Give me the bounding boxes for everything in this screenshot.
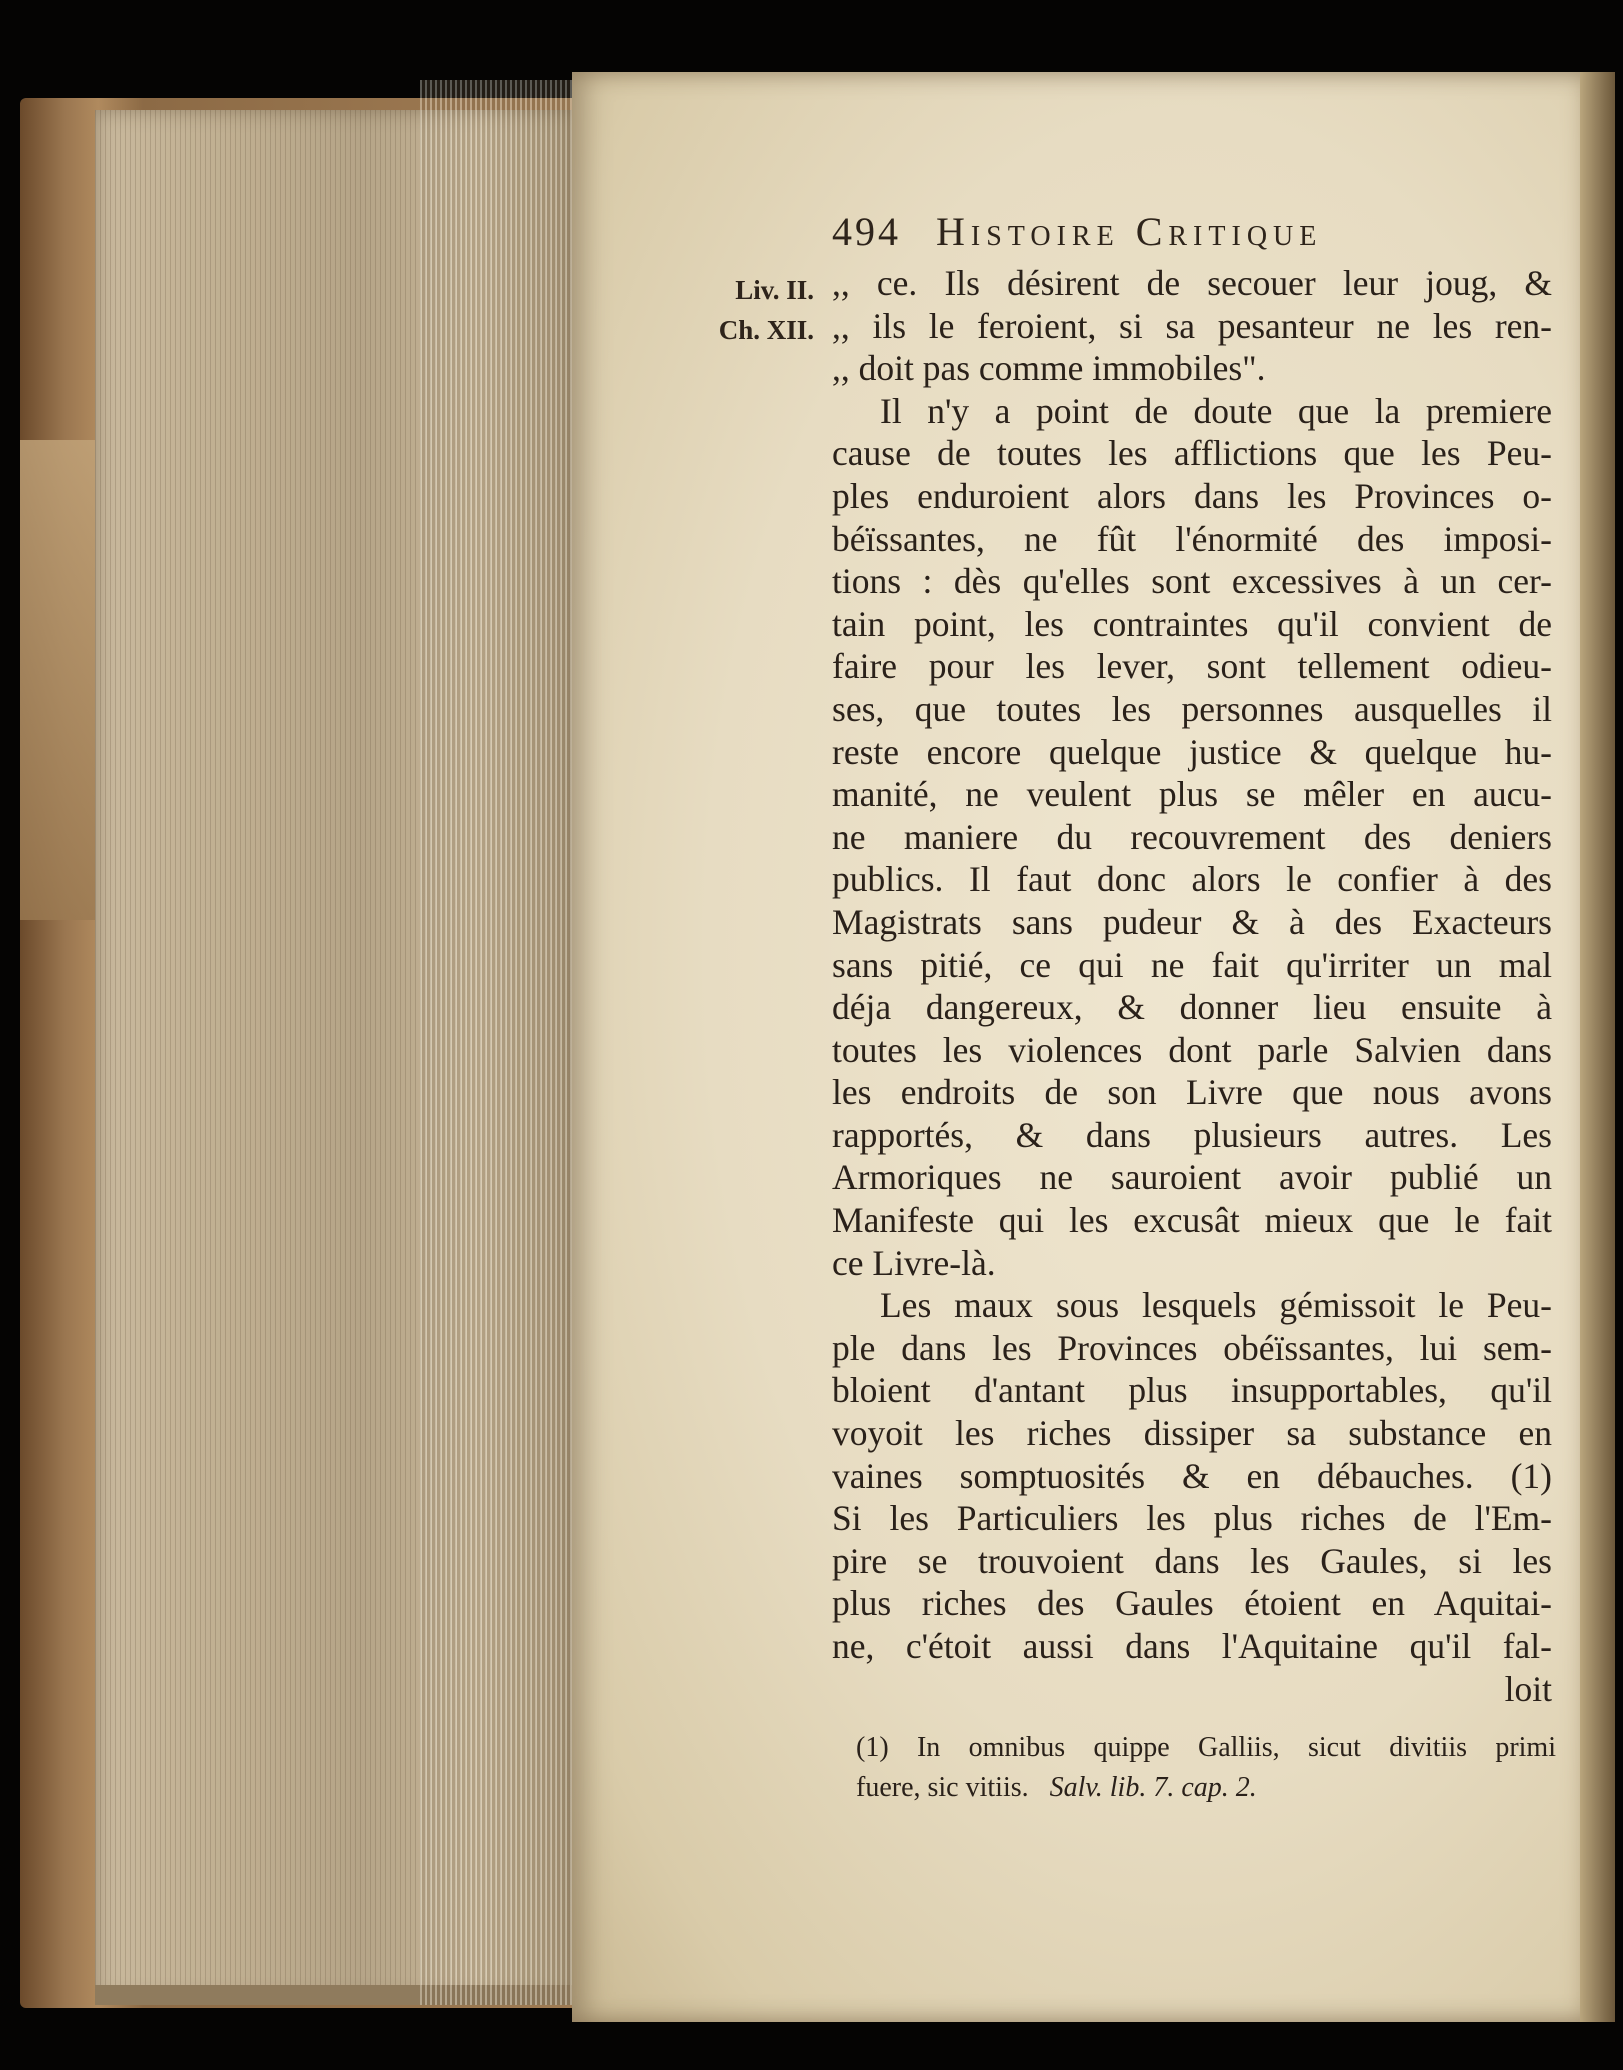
text-line: ses, que toutes les personnes ausquelles il [832,688,1552,729]
text-line: Il n'y a point de doute que la premiere [880,390,1552,431]
margin-book: Liv. II. [735,275,814,305]
text-line: reste encore quelque justice & quelque hu- [832,731,1552,772]
text-line: Armoriques ne sauroient avoir publié un [832,1157,1552,1198]
text-line: sans pitié, ce qui ne fait qu'irriter un mal [832,944,1552,985]
text-line: Si les Particuliers les plus riches de l'Em- [832,1498,1552,1539]
text-line: rapportés, & dans plusieurs autres. Les [832,1114,1552,1155]
text-line: plus riches des Gaules étoient en Aquitai- [832,1583,1552,1624]
footnote-reference: Salv. lib. 7. cap. 2. [1049,1772,1257,1803]
margin-note [686,270,814,350]
page-number: 494 [832,209,901,254]
text-line: ne, c'étoit aussi dans l'Aquitaine qu'il fal- [832,1626,1552,1666]
text-line: voyoit les riches dissiper sa substance en [832,1413,1552,1454]
body-text [832,262,1552,1710]
text-line: pire se trouvoient dans les Gaules, si les [832,1540,1552,1581]
text-line: ne maniere du recouvrement des deniers [832,816,1552,857]
text-line: cause de toutes les afflictions que les Peu- [832,433,1552,474]
gutter-leaves [420,80,580,2005]
text-line: manité, ne veulent plus se mêler en aucu- [832,774,1552,815]
text-line: toutes les violences dont parle Salvien dans [832,1029,1552,1070]
page-edge-shadow [1580,72,1615,2022]
text-line: bloient d'antant plus insupportables, qu'il [832,1370,1552,1411]
running-header [832,208,1322,255]
text-line: ples enduroient alors dans les Provinces o- [832,475,1552,516]
margin-chapter: Ch. XII. [718,315,814,345]
text-line: vaines somptuosités & en débauches. (1) [832,1455,1552,1496]
footnote-line [856,1768,1556,1808]
text-line: ple dans les Provinces obéïssantes, lui sem- [832,1327,1552,1368]
running-title: Histoire Critique [936,209,1323,254]
text-line: publics. Il faut donc alors le confier à des [832,859,1552,900]
text-line: ,, ils le feroient, si sa pesanteur ne les ren- [832,305,1552,346]
cover-stain [20,440,100,920]
text-line: Magistrats sans pudeur & à des Exacteurs [832,901,1552,942]
text-line: faire pour les lever, sont tellement odieu- [832,646,1552,687]
text-line: tions : dès qu'elles sont excessives à un cer- [832,561,1552,602]
text-line: Manifeste qui les excusât mieux que le fait [832,1200,1552,1241]
footnote-line: (1) In omnibus quippe Galliis, sicut divitiis primi [856,1732,1556,1763]
text-line: les endroits de son Livre que nous avons [832,1072,1552,1113]
text-line: béïssantes, ne fût l'énormité des imposi- [832,518,1552,559]
catchword: loit [1504,1668,1552,1709]
text-line: ,, ce. Ils désirent de secouer leur joug, & [832,263,1552,303]
text-line: déja dangereux, & donner lieu ensuite à [832,987,1552,1028]
text-line: Les maux sous lesquels gémissoit le Peu- [880,1285,1552,1326]
footnote [856,1728,1556,1808]
footnote-text: fuere, sic vitiis. [856,1772,1029,1803]
text-line: ,, doit pas comme immobiles". [832,348,1266,389]
text-line: ce Livre-là. [832,1242,996,1283]
text-line: tain point, les contraintes qu'il convient de [832,603,1552,644]
